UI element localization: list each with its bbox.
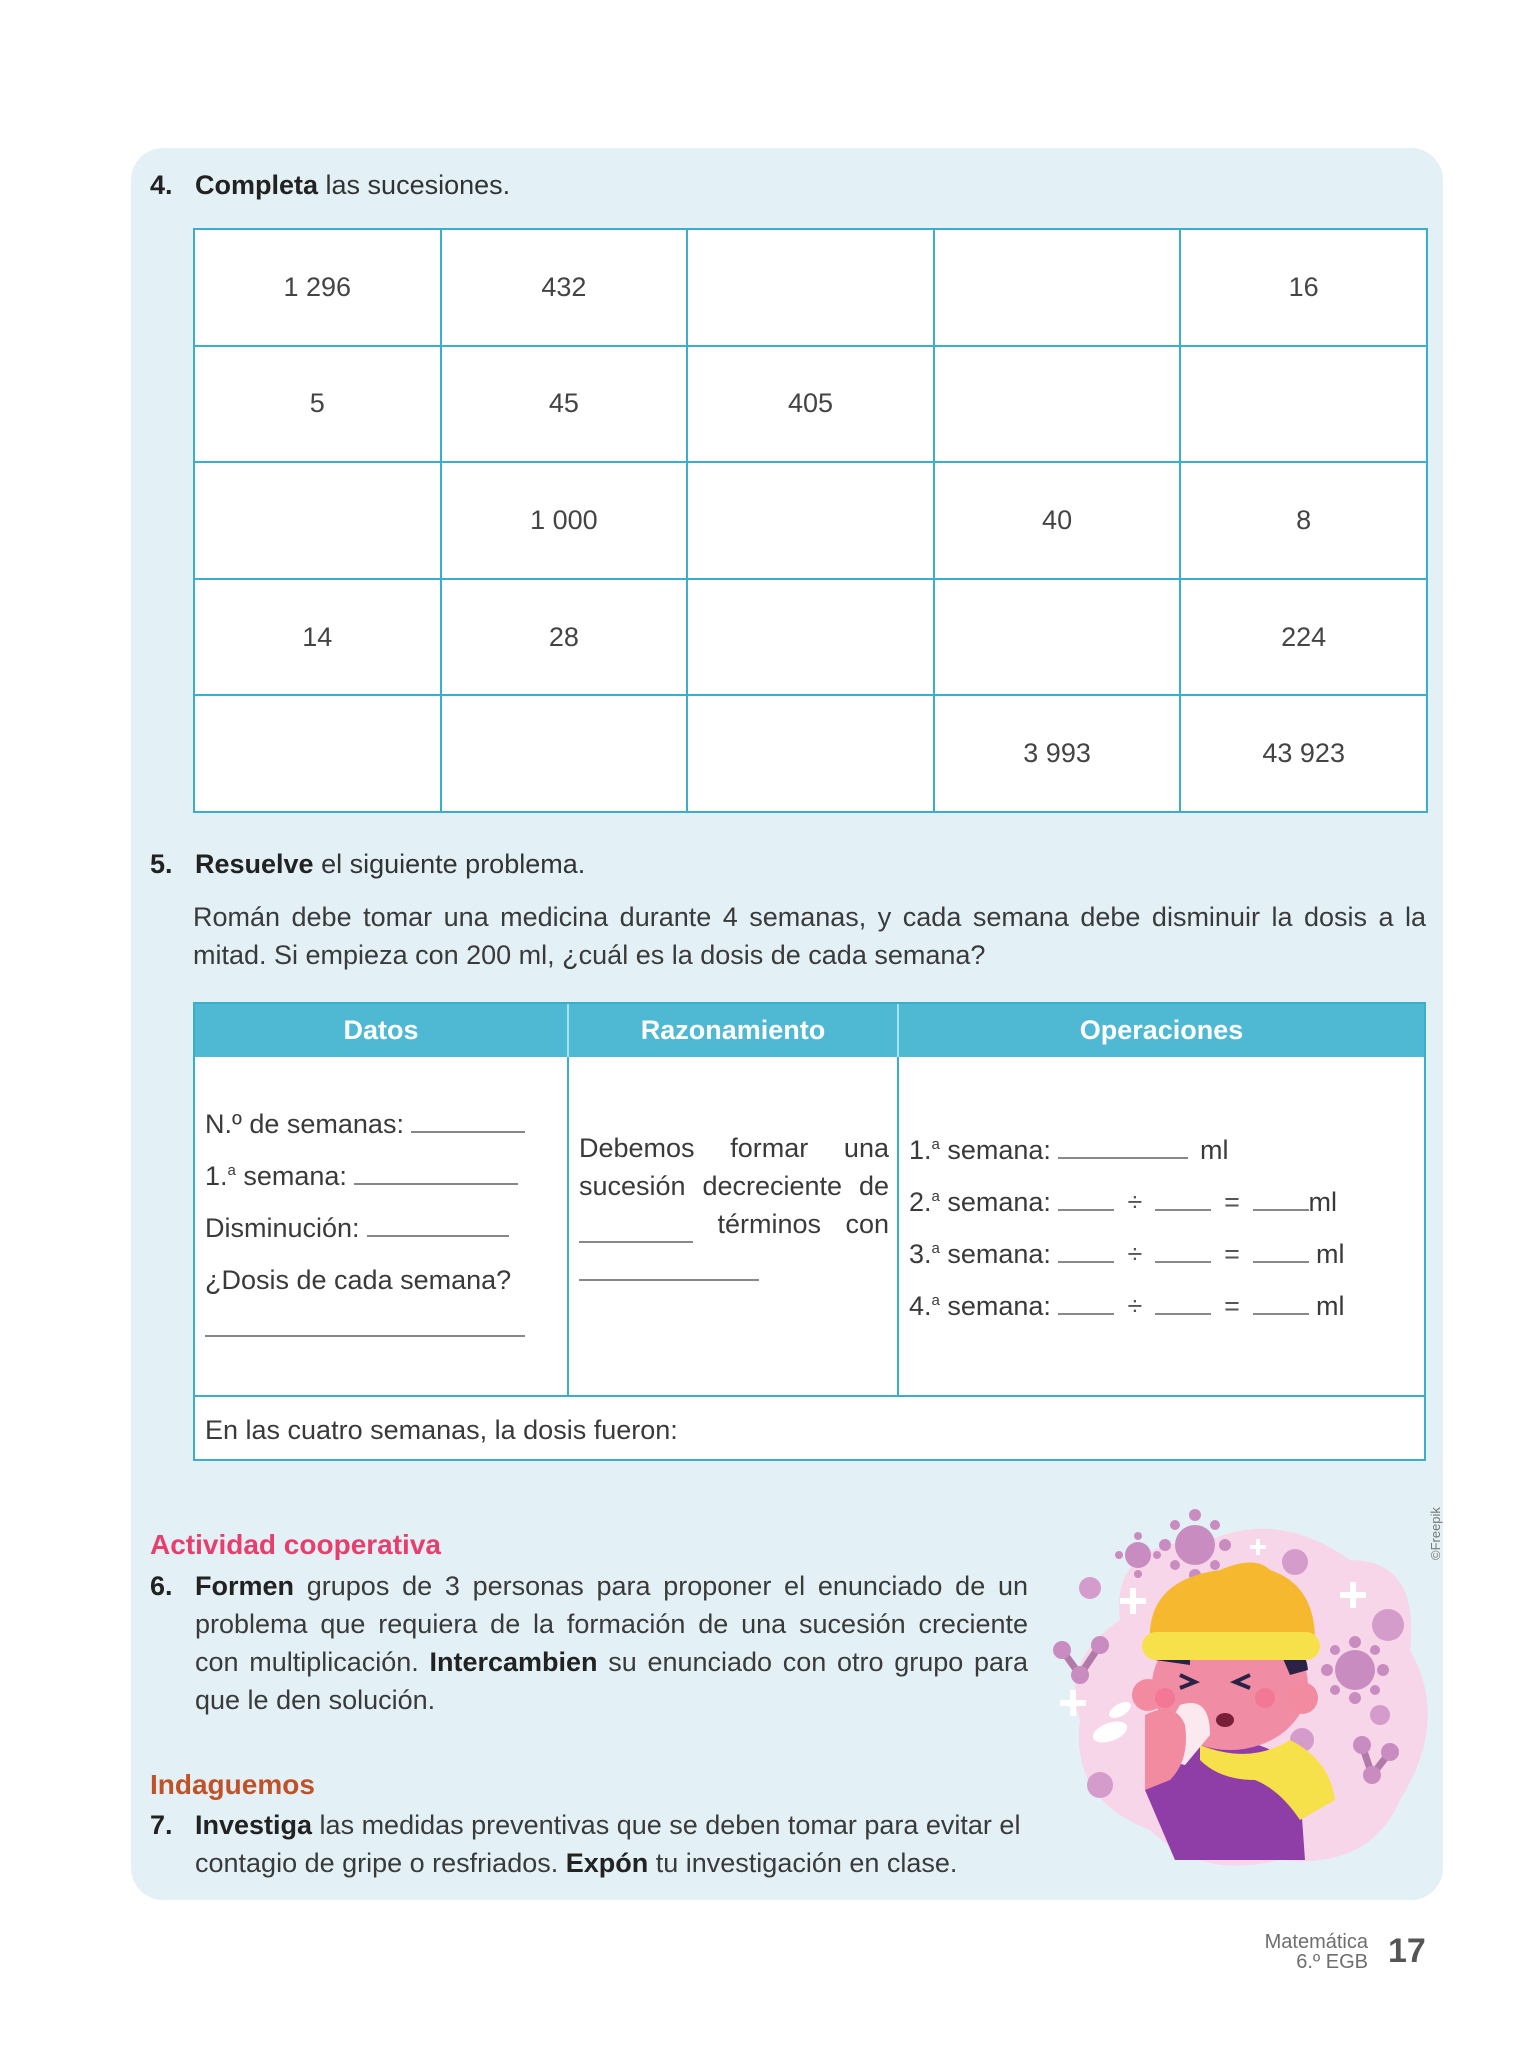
exercise-7 <box>150 1806 1028 1882</box>
weeks-label: N.º de semanas: <box>205 1109 404 1139</box>
verb: Investiga <box>195 1810 313 1840</box>
sequence-cell: 28 <box>441 579 688 696</box>
exercise-instruction: el siguiente problema. <box>313 849 586 879</box>
exercise-number: 5. <box>150 849 173 879</box>
first-week-label: semana: <box>235 1161 347 1191</box>
divisor-blank[interactable] <box>1155 1189 1211 1211</box>
word: términos <box>717 1209 821 1239</box>
operation-blank[interactable] <box>579 1259 759 1281</box>
unit-label: ml <box>1308 1187 1338 1217</box>
reasoning-line-4 <box>579 1243 889 1281</box>
ordinal-suffix: a <box>931 1240 940 1257</box>
cooperative-activity-heading: Actividad cooperativa <box>150 1529 441 1560</box>
ordinal-suffix: a <box>931 1292 940 1309</box>
decrease-field <box>205 1213 509 1244</box>
reasoning-text <box>579 1129 889 1281</box>
week-label: semana: <box>939 1291 1051 1321</box>
grade-level: 6.º EGB <box>1296 1951 1368 1973</box>
result-blank[interactable] <box>1253 1241 1309 1263</box>
weeks-field <box>205 1109 525 1140</box>
sequence-row <box>194 462 1427 579</box>
sequence-blank-cell[interactable] <box>687 229 934 346</box>
dose-answer-blank[interactable] <box>205 1315 525 1337</box>
problem-statement: Román debe tomar una medicina durante 4 semanas, y cada semana debe disminuir la dosis a la mitad. Si empieza con 200 ml, ¿cuál es la dosis de cada semana? <box>193 902 1426 970</box>
week-2-operation <box>909 1187 1337 1218</box>
sequence-cell: 224 <box>1180 579 1427 696</box>
sequence-blank-cell[interactable] <box>934 229 1181 346</box>
first-week-blank[interactable] <box>354 1163 518 1185</box>
ordinal-suffix: a <box>931 1188 940 1205</box>
reasoning-line-3 <box>579 1205 889 1243</box>
sequence-cell: 8 <box>1180 462 1427 579</box>
sequence-cell: 14 <box>194 579 441 696</box>
word: con <box>845 1209 889 1239</box>
operaciones-column <box>899 1057 1424 1395</box>
exercise-7-text <box>195 1806 1028 1882</box>
razonamiento-column <box>569 1057 899 1395</box>
first-week-field <box>205 1161 518 1192</box>
summary-row: En las cuatro semanas, la dosis fueron: <box>205 1415 678 1445</box>
page-number: 17 <box>1388 1932 1426 1970</box>
sequence-table <box>193 228 1428 813</box>
ordinal-number: 3. <box>909 1239 932 1269</box>
footer-subject <box>1265 1932 1368 1972</box>
divisor-blank[interactable] <box>1155 1241 1211 1263</box>
weeks-blank[interactable] <box>411 1111 525 1133</box>
word: formar <box>730 1133 809 1163</box>
terms-count-blank[interactable] <box>579 1221 693 1243</box>
sequence-cell: 1 296 <box>194 229 441 346</box>
sequence-blank-cell[interactable] <box>934 579 1181 696</box>
divide-symbol: ÷ <box>1127 1291 1143 1321</box>
ordinal-number: 4. <box>909 1291 932 1321</box>
header-operaciones: Operaciones <box>1079 1015 1244 1045</box>
header-datos: Datos <box>195 1004 569 1057</box>
image-credit: ©Freepik <box>1428 1507 1443 1560</box>
divide-symbol: ÷ <box>1127 1239 1143 1269</box>
table-header <box>195 1004 1424 1057</box>
header-razonamiento: Razonamiento <box>569 1004 899 1057</box>
dose-question: ¿Dosis de cada semana? <box>205 1265 512 1295</box>
sequence-cell: 43 923 <box>1180 695 1427 812</box>
word: decreciente <box>702 1171 843 1201</box>
sequence-blank-cell[interactable] <box>194 462 441 579</box>
exercise-number: 6. <box>150 1571 173 1601</box>
dividend-blank[interactable] <box>1058 1241 1114 1263</box>
exercise-6 <box>150 1567 1028 1719</box>
week-3-operation <box>909 1239 1345 1270</box>
inquiry-heading: Indaguemos <box>150 1769 315 1800</box>
sequence-row <box>194 695 1427 812</box>
week-label: semana: <box>939 1239 1051 1269</box>
sneezing-child-illustration <box>1050 1500 1470 1900</box>
ordinal-number: 1. <box>205 1161 228 1191</box>
exercise-number: 4. <box>150 170 173 200</box>
reasoning-line-1 <box>579 1129 889 1167</box>
equals-symbol: = <box>1224 1187 1240 1217</box>
verb: Expón <box>565 1848 649 1878</box>
text: grupos de 3 personas para proponer el enunciado de un problema que requiera de la formación de una sucesión creciente con multiplicación. <box>195 1571 1028 1677</box>
exercise-verb: Completa <box>195 170 319 200</box>
dose-answer-field <box>205 1313 525 1344</box>
exercise-4-title <box>150 168 510 202</box>
week-label: semana: <box>939 1135 1051 1165</box>
week-1-operation <box>909 1135 1228 1166</box>
unit-label: ml <box>1316 1291 1345 1321</box>
sequence-cell: 5 <box>194 346 441 463</box>
sequence-cell: 16 <box>1180 229 1427 346</box>
exercise-5-title <box>150 847 585 881</box>
problem-solving-table <box>193 1002 1426 1461</box>
word: una <box>843 1133 889 1163</box>
equals-symbol: = <box>1224 1291 1240 1321</box>
verb: Formen <box>195 1571 295 1601</box>
equals-symbol: = <box>1224 1239 1240 1269</box>
ordinal-number: 2. <box>909 1187 932 1217</box>
sequence-blank-cell[interactable] <box>934 346 1181 463</box>
sequence-blank-cell[interactable] <box>194 695 441 812</box>
table-body <box>195 1057 1424 1397</box>
divisor-blank[interactable] <box>1155 1293 1211 1315</box>
unit-label: ml <box>1199 1135 1229 1165</box>
unit-label: ml <box>1316 1239 1345 1269</box>
exercise-6-text <box>195 1567 1028 1719</box>
text: tu investigación en clase. <box>648 1848 958 1878</box>
subject-name: Matemática <box>1264 1931 1368 1953</box>
datos-column <box>195 1057 569 1395</box>
dividend-blank[interactable] <box>1058 1189 1114 1211</box>
sequence-blank-cell[interactable] <box>687 579 934 696</box>
sequence-blank-cell[interactable] <box>441 695 688 812</box>
result-blank[interactable] <box>1253 1189 1309 1211</box>
week-label: semana: <box>939 1187 1051 1217</box>
result-blank[interactable] <box>1253 1293 1309 1315</box>
sequence-row <box>194 579 1427 696</box>
exercise-verb: Resuelve <box>195 849 314 879</box>
ordinal-suffix: a <box>227 1162 236 1179</box>
week-1-dose-blank[interactable] <box>1058 1137 1188 1159</box>
sequence-blank-cell[interactable] <box>687 695 934 812</box>
sequence-cell: 45 <box>441 346 688 463</box>
sequence-blank-cell[interactable] <box>687 462 934 579</box>
word: sucesión <box>579 1171 686 1201</box>
sequence-row <box>194 346 1427 463</box>
sequence-cell: 3 993 <box>934 695 1181 812</box>
sequence-row <box>194 229 1427 346</box>
dividend-blank[interactable] <box>1058 1293 1114 1315</box>
sequence-blank-cell[interactable] <box>1180 346 1427 463</box>
verb: Intercambien <box>429 1647 598 1677</box>
text: su enunciado con otro grupo para que le den solución. <box>195 1647 1028 1715</box>
word: Debemos <box>579 1133 695 1163</box>
sequence-cell: 1 000 <box>441 462 688 579</box>
ordinal-suffix: a <box>931 1136 940 1153</box>
divide-symbol: ÷ <box>1127 1187 1143 1217</box>
exercise-number: 7. <box>150 1810 173 1840</box>
word: de <box>858 1171 889 1201</box>
sequence-cell: 432 <box>441 229 688 346</box>
sequence-cell: 405 <box>687 346 934 463</box>
text: las medidas preventivas que se deben tomar para evitar el contagio de gripe o resfriados. <box>195 1810 1021 1878</box>
ordinal-number: 1. <box>909 1135 932 1165</box>
reasoning-line-2 <box>579 1167 889 1205</box>
decrease-blank[interactable] <box>367 1215 509 1237</box>
sequence-cell: 40 <box>934 462 1181 579</box>
exercise-instruction: las sucesiones. <box>318 170 511 200</box>
week-4-operation <box>909 1291 1345 1322</box>
decrease-label: Disminución: <box>205 1213 360 1243</box>
